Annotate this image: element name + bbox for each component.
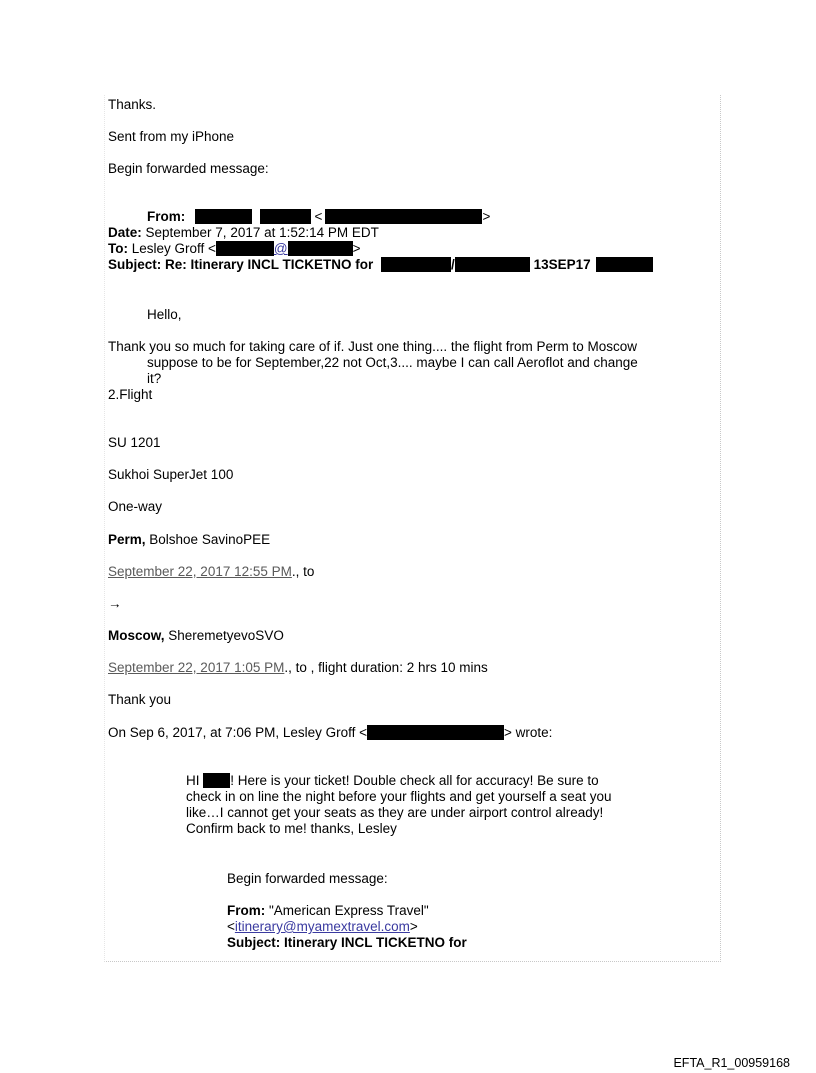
redaction-block	[260, 209, 311, 224]
amex-from-line	[227, 903, 429, 919]
header-to-line	[108, 241, 361, 257]
date-label: Date:	[108, 225, 142, 240]
redaction-block	[288, 241, 353, 256]
arrival-airport: SheremetyevoSVO	[164, 628, 284, 643]
body-line-3: it?	[147, 371, 162, 386]
lt-char: <	[227, 919, 235, 934]
redaction-block	[455, 257, 530, 272]
redaction-block	[216, 241, 274, 256]
body-line-2: suppose to be for September,22 not Oct,3.... maybe I can call Aeroflot and change	[147, 355, 638, 370]
body-line-1: Thank you so much for taking care of if. Just one thing.... the flight from Perm to Moscow	[108, 339, 637, 354]
wrote-text: > wrote:	[504, 725, 553, 740]
aircraft-text: Sukhoi SuperJet 100	[108, 467, 234, 482]
header-from-line	[147, 209, 490, 225]
header-subject-line	[108, 257, 653, 273]
quote-intro-line	[108, 725, 552, 741]
amex-subject-line	[227, 935, 467, 951]
document-id: EFTA_R1_00959168	[673, 1056, 790, 1070]
to-value: Lesley Groff <	[128, 241, 216, 256]
lesley-line-4: Confirm back to me! thanks, Lesley	[186, 821, 397, 836]
hi-text: HI	[186, 773, 204, 788]
amex-email-link[interactable]: itinerary@myamextravel.com	[234, 919, 410, 934]
flight-number-heading: 2.Flight	[108, 387, 153, 402]
gt-char: >	[409, 919, 418, 934]
hello-text: Hello,	[147, 307, 182, 322]
quote-intro-text: On Sep 6, 2017, at 7:06 PM, Lesley Groff <	[108, 725, 368, 740]
arrival-time-link[interactable]: September 22, 2017 1:05 PM	[108, 660, 285, 675]
slash-char: /	[451, 257, 455, 272]
lesley-line-1-rest: ! Here is your ticket! Double check all for accuracy! Be sure to	[230, 773, 599, 788]
arrival-line	[108, 628, 284, 644]
departure-time-suffix: ., to	[291, 564, 315, 579]
departure-time-link[interactable]: September 22, 2017 12:55 PM	[108, 564, 292, 579]
amex-subject-label: Subject: Itinerary INCL TICKETNO for	[227, 935, 467, 950]
lesley-line-1	[186, 773, 599, 789]
thanks-text: Thanks.	[108, 97, 157, 112]
lesley-line-2: check in on line the night before your flights and get yourself a seat you	[186, 789, 612, 804]
redaction-block	[195, 209, 252, 224]
amex-from-label: From:	[227, 903, 266, 918]
arrival-time-suffix: ., to , flight duration: 2 hrs 10 mins	[284, 660, 488, 675]
arrival-city: Moscow,	[108, 628, 165, 643]
redaction-block	[203, 773, 230, 788]
at-char: @	[273, 241, 288, 256]
arrival-time-line	[108, 660, 488, 676]
begin-forwarded-text: Begin forwarded message:	[108, 161, 269, 176]
thank-you-text: Thank you	[108, 692, 172, 707]
subject-label: Subject: Re: Itinerary INCL TICKETNO for	[108, 257, 374, 272]
lt-char: <	[314, 209, 323, 224]
departure-airport: Bolshoe SavinoPEE	[145, 532, 271, 547]
redaction-block	[596, 257, 653, 272]
lesley-line-3: like…I cannot get your seats as they are under airport control already!	[186, 805, 604, 820]
flight-code: SU 1201	[108, 435, 161, 450]
amex-from-name: "American Express Travel"	[265, 903, 429, 918]
oneway-text: One-way	[108, 499, 163, 514]
redaction-block	[367, 725, 504, 740]
departure-time-line	[108, 564, 314, 580]
date-code: 13SEP17	[533, 257, 591, 272]
date-value: September 7, 2017 at 1:52:14 PM EDT	[141, 225, 379, 240]
arrow-icon: →	[108, 596, 122, 611]
sent-from-text: Sent from my iPhone	[108, 129, 235, 144]
departure-city: Perm,	[108, 532, 146, 547]
amex-begin-forwarded: Begin forwarded message:	[227, 871, 388, 886]
header-date-line	[108, 225, 379, 241]
to-label: To:	[108, 241, 128, 256]
departure-line	[108, 532, 270, 548]
redaction-block	[381, 257, 451, 272]
gt-char: >	[482, 209, 491, 224]
from-label: From:	[147, 209, 186, 224]
amex-email-line	[227, 919, 418, 935]
gt-char: >	[352, 241, 361, 256]
redaction-block	[325, 209, 482, 224]
